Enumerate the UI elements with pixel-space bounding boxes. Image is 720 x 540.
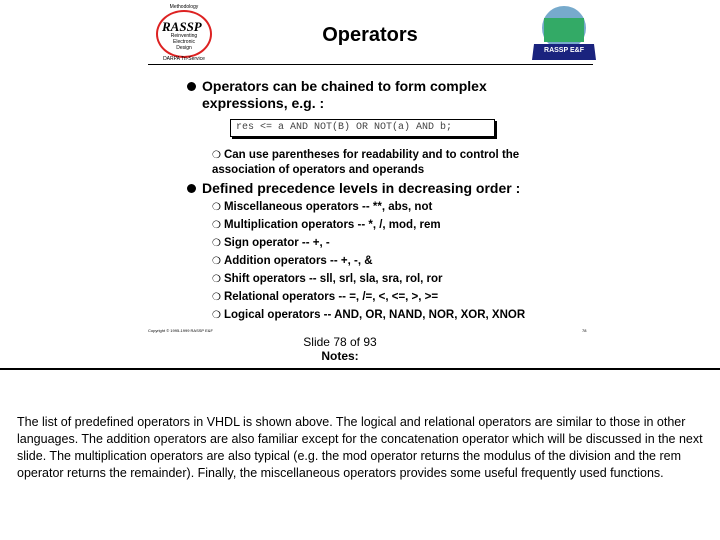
sub-bullet: ❍ Multiplication operators -- *, /, mod, rem — [212, 219, 441, 231]
notes-text: The list of predefined operators in VHDL is shown above. The logical and relational operators are similar to those in other languages. The addition operators are also familiar except for the concatenation operator which will be discussed in the next slide. The multiplication operators are also typical (e.g. the mod operator returns the modulus of the division and the rem operator returns the remainder). Finally, the miscellaneous operators provides some useful frequently used functions. — [17, 415, 703, 480]
bullet-text: Defined precedence levels in decreasing order : — [202, 180, 521, 196]
slide-counter: Slide 78 of 93 — [303, 335, 377, 349]
bullet-icon — [187, 82, 196, 91]
sub-bullet: ❍ Miscellaneous operators -- **, abs, not — [212, 201, 433, 213]
sub-bullet: ❍ Addition operators -- +, -, & — [212, 255, 373, 267]
sub-bullet-text: Can use parentheses for readability and to control the association of operators and operands — [212, 149, 520, 176]
logo-right-text: RASSP E&F — [544, 47, 584, 54]
sub-bullet: ❍ Logical operators -- AND, OR, NAND, NOR, XOR, XNOR — [212, 309, 526, 321]
logo-name: RASSP — [162, 19, 202, 34]
notes-label: Notes: — [321, 349, 359, 363]
notes-divider — [0, 368, 720, 370]
sub-bullet: ❍ Shift operators -- sll, srl, sla, sra, rol, ror — [212, 273, 443, 285]
bullet-text: Operators can be chained to form complex expressions, e.g. : — [202, 78, 487, 111]
title-divider — [148, 64, 593, 65]
page-number: 78 — [582, 328, 587, 333]
rassp-logo — [148, 4, 220, 62]
logo-bottom-text: DARPA Tri-Service — [163, 56, 205, 62]
bullet-1 — [202, 78, 532, 112]
bullet-2 — [202, 180, 562, 197]
sub-bullet: ❍ Sign operator -- +, - — [212, 237, 330, 249]
rassp-ef-logo — [530, 4, 598, 60]
sub-bullet: ❍ Relational operators -- =, /=, <, <=, >, >= — [212, 291, 439, 303]
code-example: res <= a AND NOT(B) OR NOT(a) AND b; — [230, 119, 495, 137]
logo-middle-text: Reinventing Electronic Design — [170, 33, 198, 51]
logo-top-text: Methodology — [169, 4, 199, 10]
sub-bullet: ❍ Can use parentheses for readability and to control the association of operators and operands — [212, 149, 520, 176]
slide-title: Operators — [322, 24, 418, 46]
bullet-icon — [187, 184, 196, 193]
copyright: Copyright © 1995-1999 RASSP E&F — [148, 328, 213, 333]
